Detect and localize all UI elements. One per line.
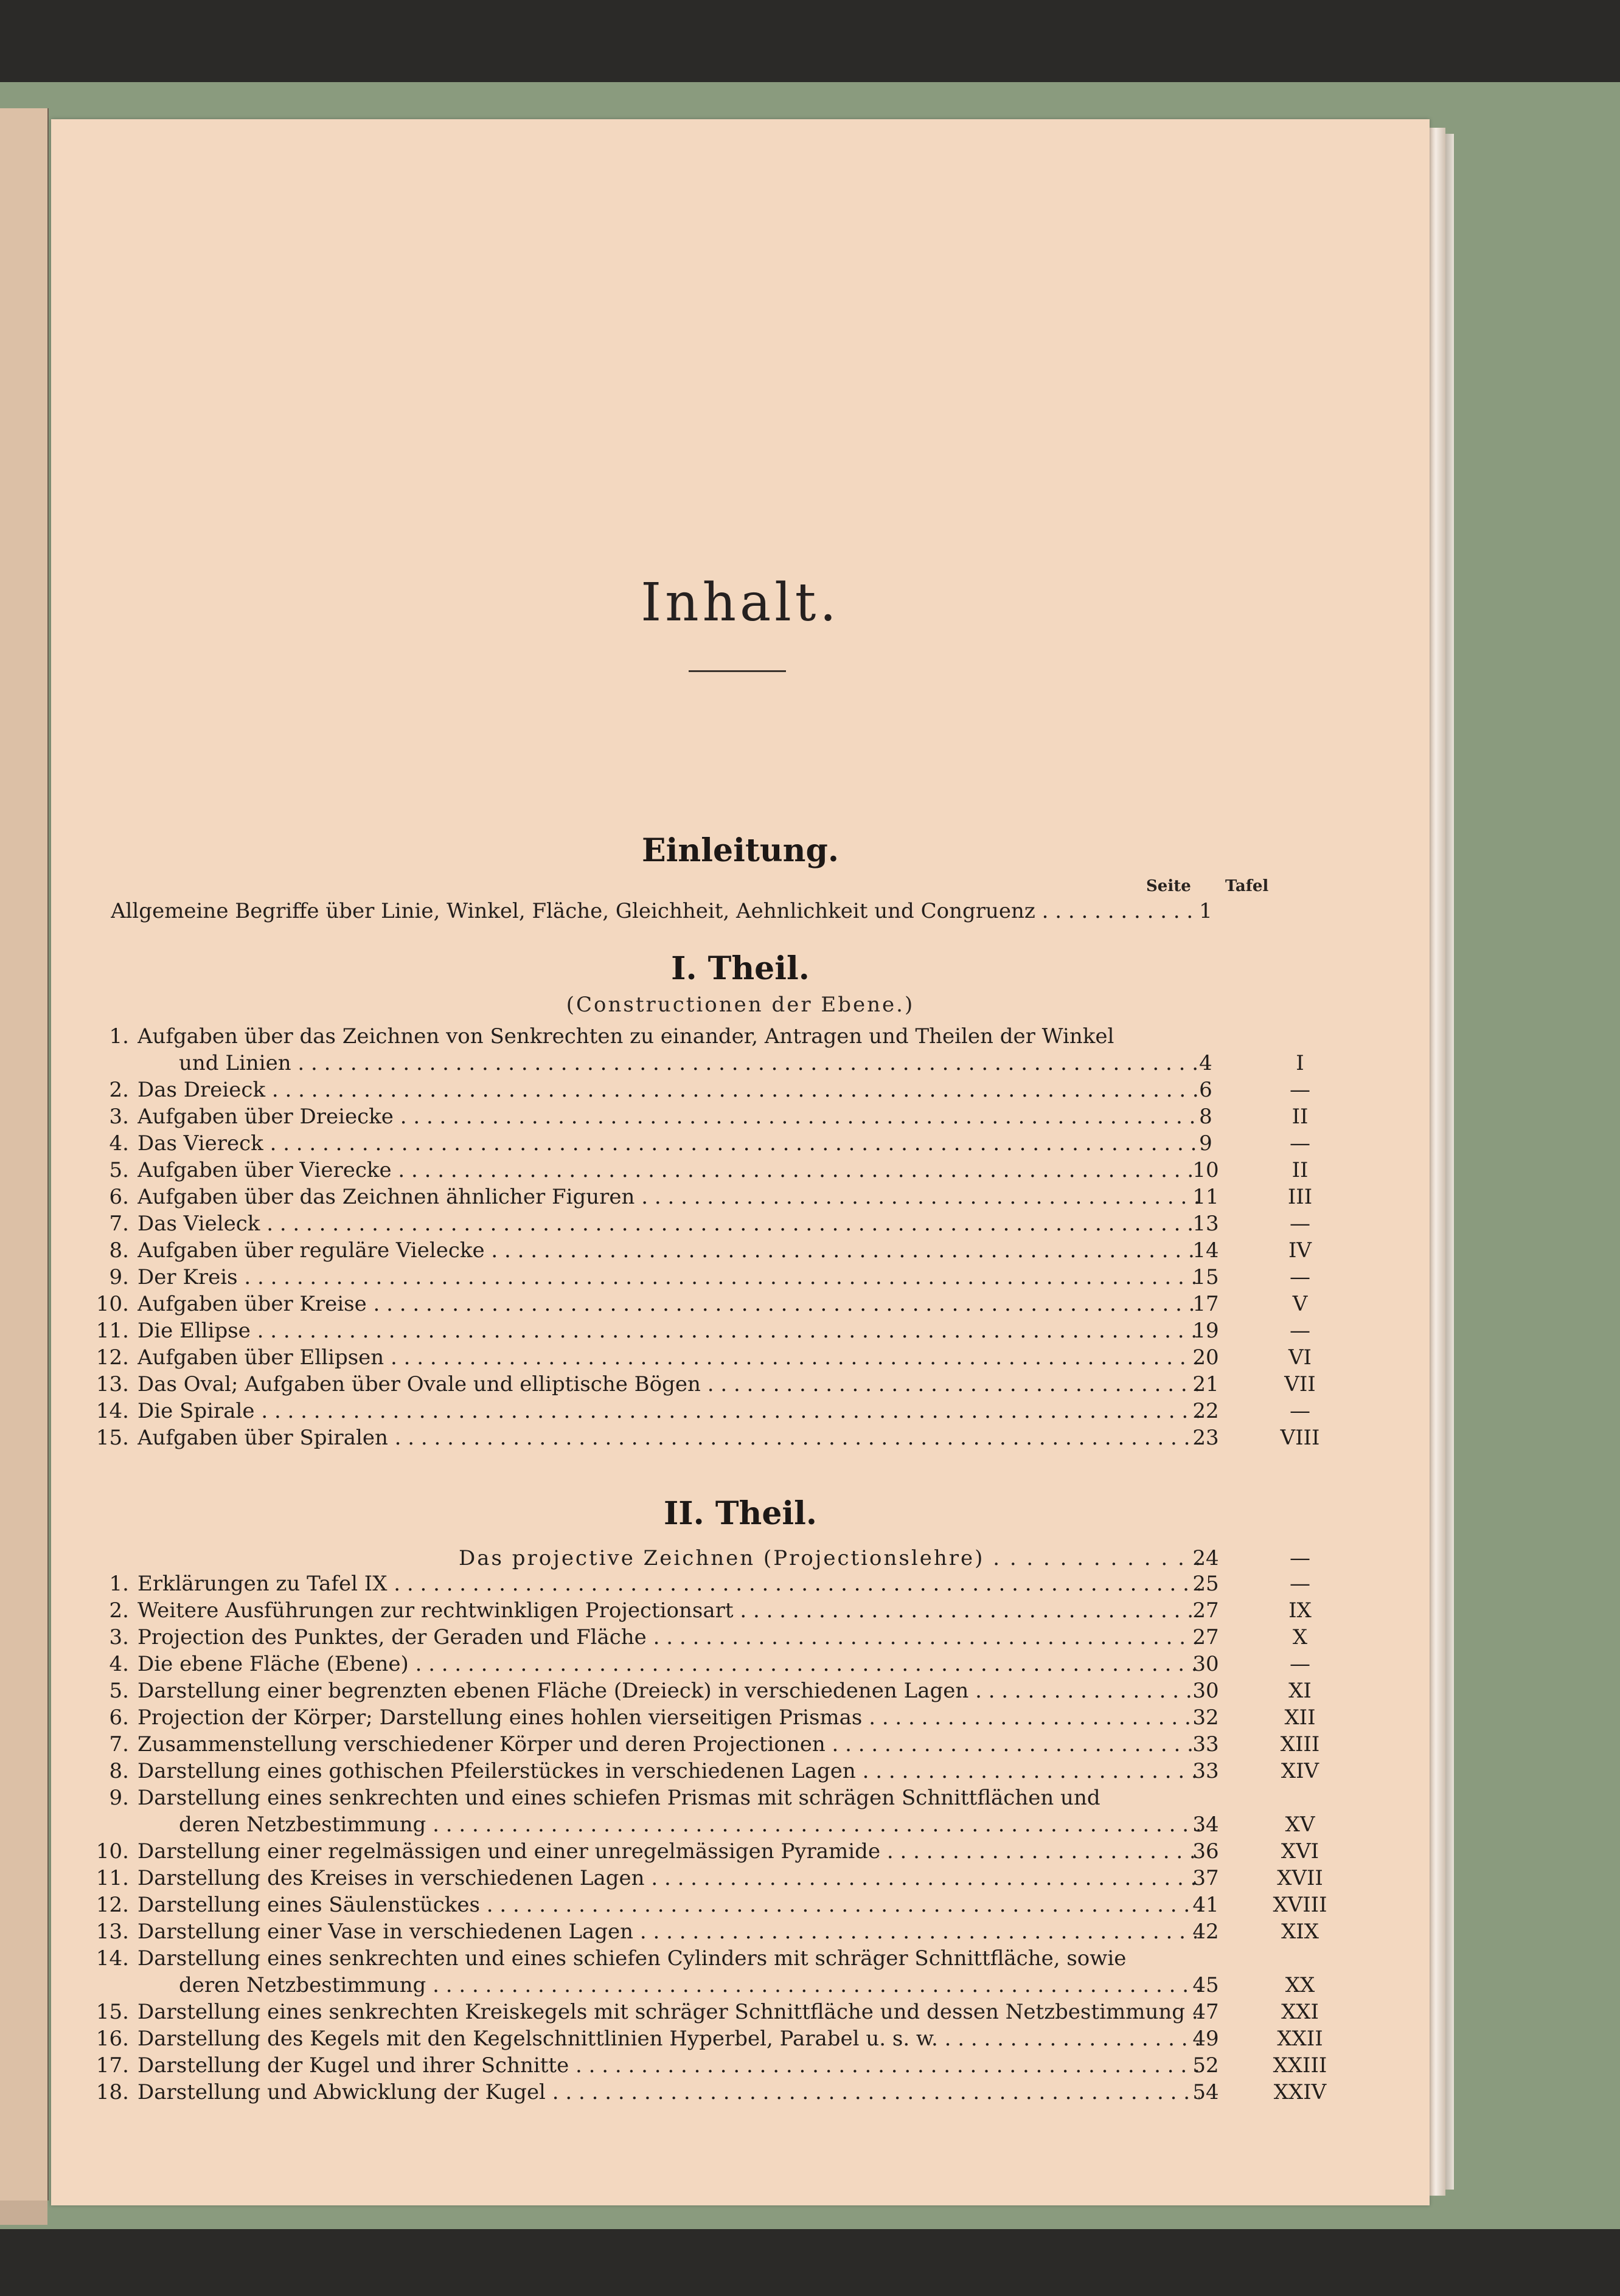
entry-text: Das Viereck . . . (137, 1130, 1200, 1157)
entry-text: Aufgaben über das Zeichnen ähnlicher Figuren . . . (137, 1184, 1200, 1210)
entry-tafel: VI (1288, 1345, 1312, 1370)
toc-entry (80, 1291, 1338, 1317)
entry-tafel: XIII (1280, 1732, 1320, 1757)
toc-entry (80, 1023, 1338, 1050)
entry-seite: 21 (1192, 1372, 1219, 1396)
theil2-subtitle: Das projective Zeichnen (Projectionslehre) . . . (459, 1545, 1200, 1572)
entry-number: 7. (109, 1732, 129, 1757)
entry-text: Allgemeine Begriffe über Linie, Winkel, Fläche, Gleichheit, Aehnlichkeit und Congruenz . . . (111, 898, 1200, 924)
toc-entry (80, 1731, 1338, 1758)
entry-number: 3. (109, 1625, 129, 1649)
entry-tafel: III (1287, 1185, 1313, 1209)
entry-text: Projection des Punktes, der Geraden und Fläche . . . (137, 1624, 1200, 1651)
toc-entry (80, 1758, 1338, 1784)
entry-number: 2. (109, 1598, 129, 1623)
entry-tafel: XIV (1281, 1759, 1319, 1783)
entry-text: Das Vieleck . . . (137, 1210, 1200, 1237)
entry-tafel: XXIV (1273, 2080, 1327, 2104)
entry-seite: 45 (1192, 1973, 1219, 1997)
toc-entry (80, 1597, 1338, 1624)
entry-text: Erklärungen zu Tafel IX . . . (137, 1570, 1200, 1597)
entry-number: 9. (109, 1786, 129, 1810)
toc-entry-continuation (80, 1972, 1338, 1999)
entry-number: 16. (96, 2027, 129, 2051)
toc-entry (80, 1784, 1338, 1811)
entry-text: Darstellung des Kegels mit den Kegelschnittlinien Hyperbel, Parabel u. s. w. . . . (137, 2025, 1200, 2052)
toc-entry (80, 2052, 1338, 2079)
entry-text: Das Oval; Aufgaben über Ovale und elliptische Bögen . . . (137, 1371, 1200, 1398)
entry-tafel: I (1296, 1051, 1304, 1075)
entry-text: Aufgaben über reguläre Vielecke . . . (137, 1237, 1200, 1264)
entry-seite: 54 (1192, 2080, 1219, 2104)
entry-text: Der Kreis . . . (137, 1264, 1200, 1291)
entry-tafel: — (1290, 1652, 1310, 1676)
entry-seite: 9 (1199, 1131, 1212, 1156)
toc-entry (80, 1077, 1338, 1103)
entry-seite: 42 (1192, 1920, 1219, 1944)
entry-text: Weitere Ausführungen zur rechtwinkligen Projectionsart . . . (137, 1597, 1200, 1624)
entry-seite: 4 (1199, 1051, 1212, 1075)
entry-tafel: XIX (1281, 1920, 1319, 1944)
entry-number: 13. (96, 1372, 129, 1396)
entry-text: Darstellung eines Säulenstückes . . . (137, 1892, 1200, 1918)
toc-entry (80, 1317, 1338, 1344)
toc-entry (80, 1865, 1338, 1892)
entry-tafel: XXII (1277, 2027, 1323, 2051)
entry-tafel: X (1292, 1625, 1308, 1649)
entry-text: Darstellung einer Vase in verschiedenen Lagen . . . (137, 1918, 1200, 1945)
entry-text: Darstellung eines senkrechten und eines schiefen Cylinders mit schräger Schnittfläche, sowie (137, 1946, 1127, 1971)
entry-tafel: VIII (1280, 1426, 1320, 1450)
toc-entry (80, 1130, 1338, 1157)
entry-seite: 22 (1192, 1399, 1219, 1423)
theil1-subtitle: (Constructionen der Ebene.) (566, 993, 915, 1017)
entry-number: 6. (109, 1705, 129, 1730)
toc-entry-continuation (80, 1050, 1338, 1077)
entry-seite: 13 (1192, 1212, 1219, 1236)
entry-seite: 15 (1192, 1265, 1219, 1289)
entry-number: 10. (96, 1839, 129, 1864)
entry-seite: 47 (1192, 2000, 1219, 2024)
entry-seite: 11 (1192, 1185, 1219, 1209)
entry-number: 2. (109, 1078, 129, 1102)
entry-number: 5. (109, 1158, 129, 1182)
entry-text: Die Ellipse . . . (137, 1317, 1200, 1344)
toc-entry (80, 1103, 1338, 1130)
entry-seite: 23 (1192, 1426, 1219, 1450)
entry-text: Aufgaben über Dreiecke . . . (137, 1103, 1200, 1130)
entry-text: Darstellung einer begrenzten ebenen Fläche (Dreieck) in verschiedenen Lagen . . . (137, 1677, 1200, 1704)
entry-text: Die Spirale . . . (137, 1398, 1200, 1424)
entry-number: 6. (109, 1185, 129, 1209)
page-stack-edge-outer (1445, 134, 1454, 2190)
toc-entry (80, 1371, 1338, 1398)
toc-entry (80, 1651, 1338, 1677)
entry-text: Darstellung eines senkrechten und eines schiefen Prismas mit schrägen Schnittflächen und (137, 1786, 1100, 1810)
entry-seite: 8 (1199, 1105, 1212, 1129)
page-content (51, 119, 1430, 2205)
entry-seite: 34 (1192, 1812, 1219, 1837)
entry-number: 11. (96, 1866, 129, 1890)
entry-tafel: — (1290, 1212, 1310, 1236)
left-page-bottom (0, 2201, 47, 2225)
entry-tafel: — (1290, 1265, 1310, 1289)
column-header-tafel: Tafel (1225, 877, 1269, 895)
entry-text-continued: deren Netzbestimmung . . . (179, 1811, 1200, 1838)
entry-tafel: — (1290, 1319, 1310, 1343)
toc-entry-continuation (80, 1811, 1338, 1838)
entry-seite: 10 (1192, 1158, 1219, 1182)
entry-number: 14. (96, 1946, 129, 1971)
entry-tafel: XVI (1281, 1839, 1319, 1864)
entry-text: Projection der Körper; Darstellung eines hohlen vierseitigen Prismas . . . (137, 1704, 1200, 1731)
entry-text: Aufgaben über Vierecke . . . (137, 1157, 1200, 1184)
entry-text: Aufgaben über Spiralen . . . (137, 1424, 1200, 1451)
toc-entry (80, 1237, 1338, 1264)
entry-tafel: XV (1285, 1812, 1315, 1837)
entry-text-continued: und Linien . . . (179, 1050, 1200, 1077)
entry-seite: 37 (1192, 1866, 1219, 1890)
entry-text: Zusammenstellung verschiedener Körper und deren Projectionen . . . (137, 1731, 1200, 1758)
entry-text: Darstellung eines senkrechten Kreiskegels mit schräger Schnittfläche und dessen Netzbestimmung . . . (137, 1999, 1200, 2025)
entry-seite: 36 (1192, 1839, 1219, 1864)
entry-number: 18. (96, 2080, 129, 2104)
entry-seite: 6 (1199, 1078, 1212, 1102)
toc-entry (80, 1918, 1338, 1945)
entry-number: 1. (109, 1572, 129, 1596)
entry-seite: 30 (1192, 1679, 1219, 1703)
entry-number: 10. (96, 1292, 129, 1316)
entry-tafel: XXI (1281, 2000, 1319, 2024)
entry-text: Die ebene Fläche (Ebene) . . . (137, 1651, 1200, 1677)
entry-number: 9. (109, 1265, 129, 1289)
toc-entry (80, 1892, 1338, 1918)
entry-seite: 19 (1192, 1319, 1219, 1343)
toc-entry (80, 1704, 1338, 1731)
toc-entry (80, 1838, 1338, 1865)
toc-entry (80, 1398, 1338, 1424)
entry-seite: 14 (1192, 1238, 1219, 1263)
entry-text-continued: deren Netzbestimmung . . . (179, 1972, 1200, 1999)
einleitung-heading: Einleitung. (642, 832, 839, 869)
entry-tafel: — (1290, 1399, 1310, 1423)
entry-seite: 41 (1192, 1893, 1219, 1917)
entry-number: 8. (109, 1238, 129, 1263)
toc-entry (80, 2025, 1338, 2052)
toc-entry (80, 1624, 1338, 1651)
entry-tafel: II (1291, 1105, 1309, 1129)
entry-tafel: XX (1285, 1973, 1315, 1997)
entry-seite: 25 (1192, 1572, 1219, 1596)
toc-entry-einleitung (80, 898, 1338, 924)
entry-text: Darstellung der Kugel und ihrer Schnitte . . . (137, 2052, 1200, 2079)
theil2-heading: II. Theil. (663, 1495, 818, 1532)
entry-tafel: XVII (1277, 1866, 1323, 1890)
entry-number: 15. (96, 2000, 129, 2024)
entry-tafel: — (1290, 1546, 1310, 1570)
entry-text: Darstellung einer regelmässigen und einer unregelmässigen Pyramide . . . (137, 1838, 1200, 1865)
entry-number: 13. (96, 1920, 129, 1944)
entry-number: 3. (109, 1105, 129, 1129)
entry-number: 12. (96, 1893, 129, 1917)
toc-entry (80, 1570, 1338, 1597)
entry-tafel: — (1290, 1078, 1310, 1102)
entry-seite: 17 (1192, 1292, 1219, 1316)
entry-text: Das Dreieck . . . (137, 1077, 1200, 1103)
toc-entry (80, 1424, 1338, 1451)
toc-entry (80, 1184, 1338, 1210)
toc-entry (80, 1677, 1338, 1704)
entry-number: 14. (96, 1399, 129, 1423)
entry-tafel: VII (1284, 1372, 1316, 1396)
entry-seite: 33 (1192, 1759, 1219, 1783)
entry-number: 1. (109, 1024, 129, 1049)
entry-number: 12. (96, 1345, 129, 1370)
entry-tafel: — (1290, 1131, 1310, 1156)
entry-seite: 1 (1199, 899, 1212, 923)
toc-entry (80, 1264, 1338, 1291)
toc-entry (80, 1344, 1338, 1371)
entry-seite: 30 (1192, 1652, 1219, 1676)
entry-seite: 32 (1192, 1705, 1219, 1730)
entry-number: 4. (109, 1652, 129, 1676)
entry-text: Darstellung eines gothischen Pfeilerstückes in verschiedenen Lagen . . . (137, 1758, 1200, 1784)
entry-tafel: XVIII (1273, 1893, 1327, 1917)
entry-text: Aufgaben über Ellipsen . . . (137, 1344, 1200, 1371)
entry-seite: 52 (1192, 2053, 1219, 2078)
entry-text: Darstellung des Kreises in verschiedenen Lagen . . . (137, 1865, 1200, 1892)
entry-tafel: IV (1288, 1238, 1312, 1263)
column-header-seite: Seite (1146, 877, 1191, 895)
toc-entry (80, 1945, 1338, 1972)
toc-entry (80, 1157, 1338, 1184)
title-rule (689, 670, 786, 672)
toc-entry (80, 1210, 1338, 1237)
left-page-edge (0, 108, 49, 2201)
entry-seite: 24 (1192, 1546, 1219, 1570)
page-stack-edge (1430, 128, 1445, 2196)
entry-seite: 27 (1192, 1625, 1219, 1649)
entry-number: 15. (96, 1426, 129, 1450)
entry-number: 8. (109, 1759, 129, 1783)
entry-tafel: V (1292, 1292, 1308, 1316)
entry-tafel: — (1290, 1572, 1310, 1596)
entry-tafel: XII (1284, 1705, 1316, 1730)
toc-entry (80, 2079, 1338, 2106)
page-title: Inhalt. (641, 572, 840, 633)
book-page (51, 119, 1430, 2205)
theil2-subtitle-row (80, 1545, 1338, 1572)
entry-text: Darstellung und Abwicklung der Kugel . . . (137, 2079, 1200, 2106)
entry-seite: 27 (1192, 1598, 1219, 1623)
toc-entry (80, 1999, 1338, 2025)
entry-tafel: II (1291, 1158, 1309, 1182)
entry-tafel: XI (1288, 1679, 1312, 1703)
entry-seite: 20 (1192, 1345, 1219, 1370)
entry-number: 11. (96, 1319, 129, 1343)
entry-number: 17. (96, 2053, 129, 2078)
entry-number: 7. (109, 1212, 129, 1236)
entry-seite: 49 (1192, 2027, 1219, 2051)
entry-number: 5. (109, 1679, 129, 1703)
theil1-heading: I. Theil. (671, 950, 810, 987)
entry-number: 4. (109, 1131, 129, 1156)
entry-seite: 33 (1192, 1732, 1219, 1757)
entry-text: Aufgaben über das Zeichnen von Senkrechten zu einander, Antragen und Theilen der Winkel (137, 1024, 1114, 1049)
entry-tafel: IX (1288, 1598, 1312, 1623)
entry-text: Aufgaben über Kreise . . . (137, 1291, 1200, 1317)
entry-tafel: XXIII (1273, 2053, 1327, 2078)
